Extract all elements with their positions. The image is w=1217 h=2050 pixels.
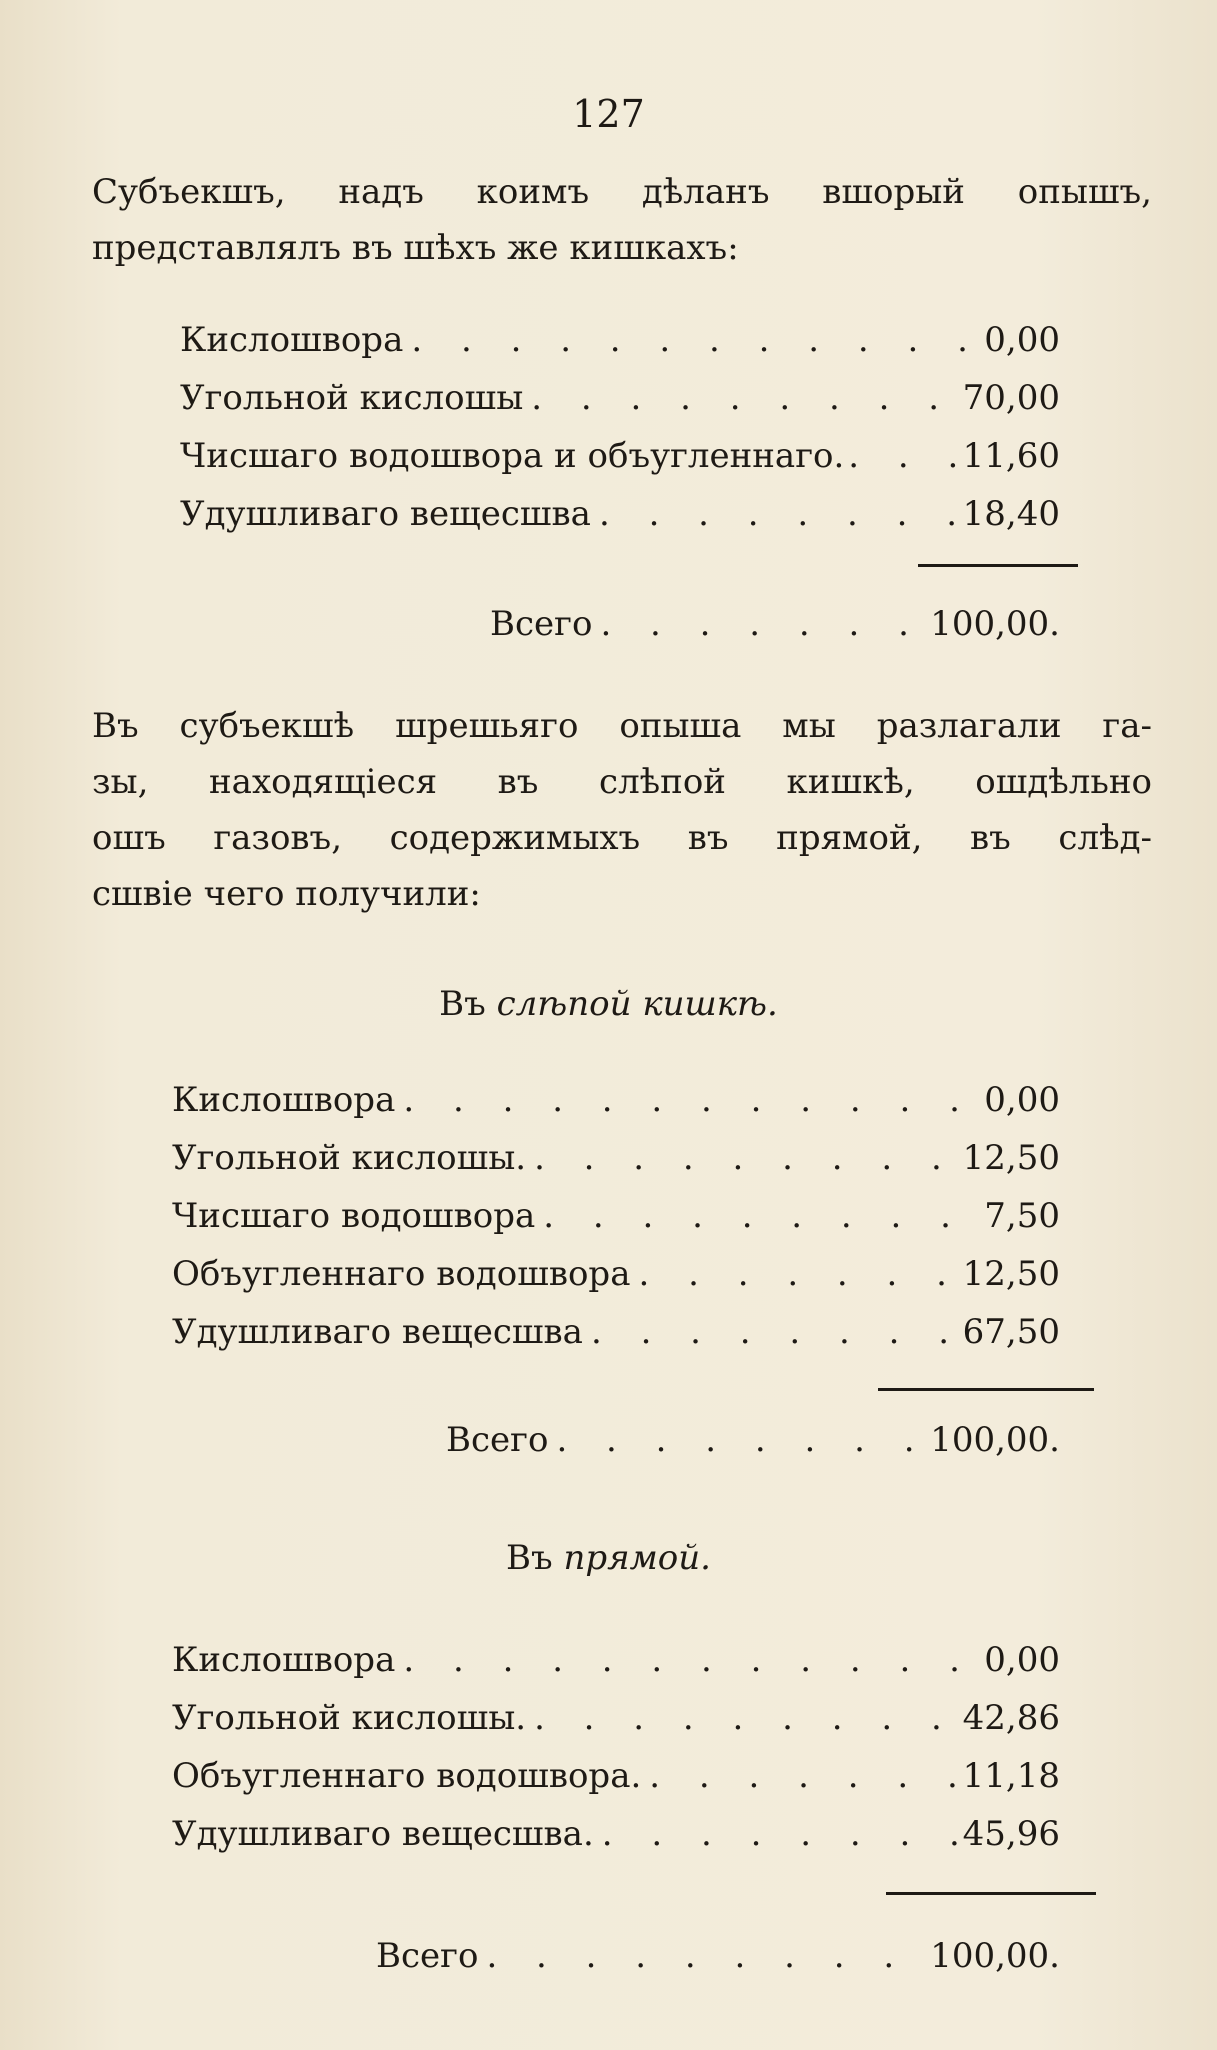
row-value: 7,50: [984, 1196, 1060, 1236]
table3-row: [172, 1632, 1060, 1688]
leader-dots: [478, 1928, 930, 1984]
total-label: Всего: [376, 1936, 479, 1976]
table1-row: [180, 370, 1060, 426]
leader-dots: [526, 1130, 963, 1186]
total-value: 100,00.: [930, 1936, 1060, 1976]
row-label: Угольной кислошы.: [172, 1138, 527, 1178]
table2-total: [446, 1412, 1060, 1468]
total-value: 100,00.: [930, 1420, 1060, 1460]
table2-row: [172, 1072, 1060, 1128]
row-value: 12,50: [962, 1254, 1060, 1294]
leader-dots: [526, 1690, 963, 1746]
table2-row: [172, 1304, 1060, 1360]
table1-total: [490, 596, 1060, 652]
text-line: сшвіе чего получили:: [92, 874, 481, 914]
sum-rule: [886, 1892, 1096, 1895]
row-label: Кислошвора: [172, 1640, 396, 1680]
row-label: Чисшаго водошвора и объугленнаго.: [180, 436, 845, 476]
row-label: Кислошвора: [172, 1080, 396, 1120]
text-line: зы, находящіеся въ слѣпой кишкѣ, ошдѣльно: [92, 762, 1152, 802]
table1-row: [180, 312, 1060, 368]
row-value: 11,18: [962, 1756, 1060, 1796]
section-heading-caecum: [0, 976, 1217, 1032]
leader-dots: [630, 1246, 962, 1302]
heading-prefix: Въ: [506, 1538, 553, 1578]
leader-dots: [844, 428, 962, 484]
leader-dots: [535, 1188, 984, 1244]
leader-dots: [591, 486, 963, 542]
row-value: 42,86: [962, 1698, 1060, 1738]
row-label: Чисшаго водошвора: [172, 1196, 536, 1236]
table1-row: [180, 486, 1060, 542]
row-label: Угольной кислошы.: [172, 1698, 527, 1738]
row-value: 0,00: [984, 1640, 1060, 1680]
leader-dots: [592, 596, 930, 652]
leader-dots: [594, 1806, 963, 1862]
row-label: Угольной кислошы: [180, 378, 524, 418]
table3-row: [172, 1748, 1060, 1804]
sum-rule: [918, 564, 1078, 567]
text-line: представлялъ въ шѣхъ же кишкахъ:: [92, 228, 739, 268]
row-value: 12,50: [962, 1138, 1060, 1178]
sum-rule: [878, 1388, 1094, 1391]
total-value: 100,00.: [930, 604, 1060, 644]
row-value: 70,00: [962, 378, 1060, 418]
row-label: Удушливаго вещесшва.: [172, 1814, 594, 1854]
table3-row: [172, 1690, 1060, 1746]
row-label: Объугленнаго водошвора.: [172, 1756, 642, 1796]
row-value: 0,00: [984, 1080, 1060, 1120]
row-value: 45,96: [962, 1814, 1060, 1854]
table2-row: [172, 1246, 1060, 1302]
heading-italic: слѣпой кишкѣ.: [496, 984, 778, 1024]
row-value: 18,40: [962, 494, 1060, 534]
leader-dots: [523, 370, 962, 426]
text-line: ошъ газовъ, содержимыхъ въ прямой, въ слѣд-: [92, 818, 1152, 858]
leader-dots: [395, 1072, 984, 1128]
table1-row: [180, 428, 1060, 484]
total-label: Всего: [446, 1420, 549, 1460]
row-value: 67,50: [962, 1312, 1060, 1352]
text-line: Въ субъекшѣ шрешьяго опыша мы разлагали га-: [92, 706, 1152, 746]
row-label: Объугленнаго водошвора: [172, 1254, 631, 1294]
leader-dots: [641, 1748, 962, 1804]
leader-dots: [395, 1632, 984, 1688]
leader-dots: [583, 1304, 963, 1360]
page-number: 127: [572, 92, 645, 136]
row-value: 0,00: [984, 320, 1060, 360]
section-heading-rectum: [0, 1530, 1217, 1586]
leader-dots: [403, 312, 984, 368]
table2-row: [172, 1188, 1060, 1244]
heading-prefix: Въ: [439, 984, 486, 1024]
intro-paragraph: [92, 164, 1152, 276]
table3-total: [376, 1928, 1060, 1984]
text-line: Субъекшъ, надъ коимъ дѣланъ вшорый опышъ,: [92, 172, 1152, 212]
leader-dots: [548, 1412, 930, 1468]
row-label: Удушливаго вещесшва: [180, 494, 591, 534]
method-paragraph: [92, 698, 1152, 922]
table3-row: [172, 1806, 1060, 1862]
row-value: 11,60: [962, 436, 1060, 476]
row-label: Кислошвора: [180, 320, 404, 360]
heading-italic: прямой.: [563, 1538, 711, 1578]
row-label: Удушливаго вещесшва: [172, 1312, 583, 1352]
table2-row: [172, 1130, 1060, 1186]
total-label: Всего: [490, 604, 593, 644]
